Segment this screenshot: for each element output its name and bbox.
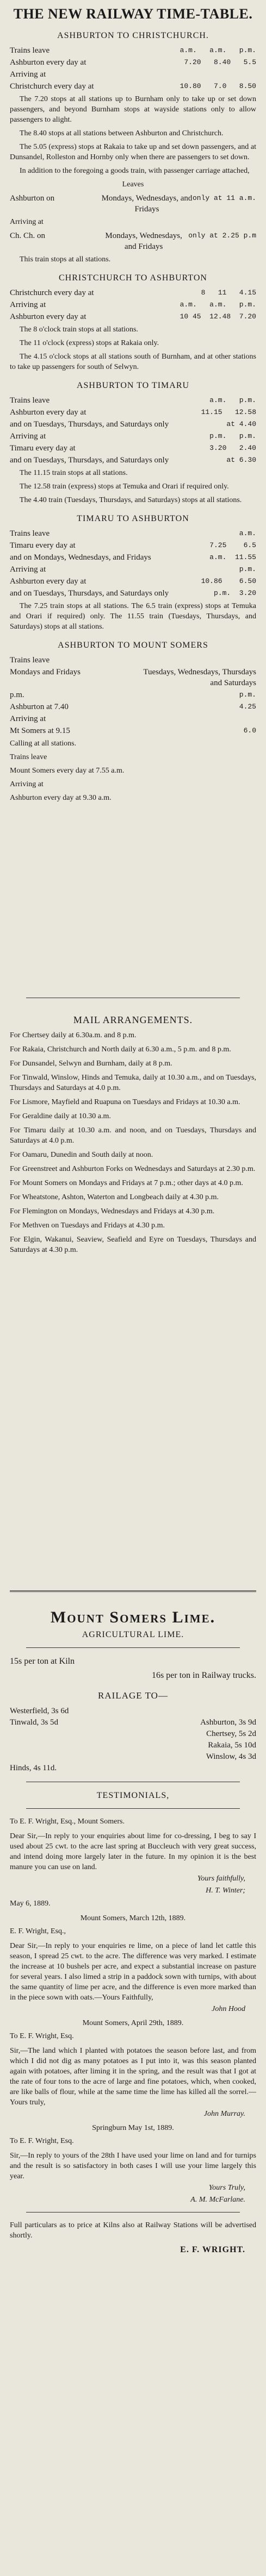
row-times: 6.0	[243, 726, 256, 735]
row-times: a.m. 11.55	[209, 553, 256, 562]
timetable-note: Mount Somers every day at 7.55 a.m.	[10, 767, 125, 775]
railage-rate: Rakaia, 5s 10d	[208, 1741, 256, 1750]
arriving-label: Arriving at	[10, 218, 44, 227]
mail-item: For Oamaru, Dunedin and South daily at noon.	[10, 1151, 153, 1159]
row-times: p.m. p.m.	[209, 432, 256, 441]
row-label: p.m.	[10, 691, 24, 700]
row-label: Ch. Ch. on	[10, 231, 46, 241]
section-divider	[10, 1590, 256, 1592]
row-days: Mondays, Wednesdays, and Fridays	[101, 194, 193, 214]
ash-to-chch-heading: ASHBURTON TO CHRISTCHURCH.	[57, 31, 209, 41]
timetable-row	[10, 540, 256, 551]
timetable-note: The 7.20 stops at all stations up to Burnham only to take up or set down passengers, and beyond Burnham stops at wayside stations only to allow passengers to alight.	[10, 95, 256, 124]
mail-item: For Lismore, Mayfield and Ruapuna on Tuesdays and Fridays at 10.30 a.m.	[10, 1098, 240, 1106]
mail-heading: MAIL ARRANGEMENTS.	[73, 1014, 193, 1025]
row-label: Ashburton at 7.40	[10, 703, 69, 712]
testimonial-body: Sir,—The land which I planted with potatoes the season before last, and from which I did not dig as many potatoes as I put into it, was this season planted again with potatoes, after liming it in the spring, and the result was that I got at the rate of four tons to the acre of large and fine potatoes, which, when cooked, are like balls of flour, while at the same time the lime has killed all the sorrel.—Yours truly,	[10, 2047, 256, 2107]
mail-item: For Chertsey daily at 6.30a.m. and 8 p.m.	[10, 1031, 137, 1039]
timetable-note: Trains leave	[10, 753, 47, 762]
lime-title: Mount Somers Lime.	[50, 1608, 216, 1626]
testimonial-date: May 6, 1889.	[10, 1900, 51, 1908]
railage-line	[10, 1751, 256, 1763]
timetable-note: The 7.25 train stops at all stations. The 6.5 train (express) stops at Temuka and Orari if required) only. The 11.55 train (Tuesdays, Thursdays, and Saturdays) stops at all stations.	[10, 602, 256, 631]
timetable-note: The 4.40 train (Tuesdays, Thursdays, and Saturdays) stops at all stations.	[20, 496, 242, 505]
testimonial-date: Springburn May 1st, 1889.	[92, 2124, 174, 2132]
divider	[26, 1647, 240, 1648]
row-label: Trains leave	[10, 396, 50, 405]
timetable-row	[10, 455, 256, 466]
row-times: 10.86 6.50	[201, 577, 256, 586]
row-times: a.m. a.m. p.m.	[180, 46, 256, 55]
row-times: only at 11 a.m.	[192, 194, 256, 203]
row-times: p.m. 3.20	[213, 589, 256, 598]
testimonial-address: E. F. Wright, Esq.,	[10, 1927, 66, 1935]
testimonial-address: To E. F. Wright, Esq.	[10, 2032, 74, 2040]
timetable-note: The 4.15 o'clock stops at all stations south of Burnham, and at other stations to take up passengers for south of Selwyn.	[10, 353, 256, 372]
row-label: Arriving at	[10, 70, 46, 79]
timetable-row	[10, 311, 256, 322]
timetable-row	[10, 443, 256, 454]
row-label: Ashburton every day at	[10, 312, 86, 322]
testimonial-body: Sir,—In reply to yours of the 28th I have used your lime on land and for turnips and the result is so satisfactory in both cases I will use your lime largely this year.	[10, 2152, 256, 2180]
timetable-row	[10, 690, 256, 700]
timetable-row	[10, 667, 256, 688]
timetable-row	[10, 45, 256, 56]
lime-price-kiln: 15s per ton at Kiln	[10, 1657, 75, 1666]
testimonial-close: Yours Truly,	[208, 2184, 245, 2192]
row-label: Trains leave	[10, 656, 50, 665]
railage-line	[10, 1706, 256, 1717]
testimonial-date: Mount Somers, March 12th, 1889.	[80, 1914, 186, 1922]
timetable-headline: THE NEW RAILWAY TIME-TABLE.	[13, 6, 253, 22]
timetable-row	[10, 407, 256, 418]
row-label: and on Tuesdays, Thursdays, and Saturdays only	[10, 456, 169, 465]
timetable-row	[10, 287, 256, 298]
row-label: Ashburton on	[10, 194, 55, 203]
testimonial-date: Mount Somers, April 29th, 1889.	[82, 2019, 184, 2027]
mail-item: For Geraldine daily at 10.30 a.m.	[10, 1112, 111, 1120]
row-times: 10.80 7.0 8.50	[180, 82, 256, 91]
row-label: Arriving at	[10, 300, 46, 310]
timetable-note: The 8.40 stops at all stations between Ashburton and Christchurch.	[20, 129, 224, 138]
railage-rate: Winslow, 4s 3d	[206, 1752, 256, 1761]
railage-place: Hinds, 4s 11d.	[10, 1764, 57, 1772]
row-label: Ashburton every day at	[10, 58, 86, 67]
railage-line	[10, 1763, 256, 1774]
divider	[26, 1808, 240, 1809]
row-label: Mt Somers at 9.15	[10, 726, 70, 736]
timetable-row	[10, 713, 256, 724]
timetable-row	[10, 193, 256, 215]
row-times: 11.15 12.58	[201, 408, 256, 417]
chch-to-ash-heading: CHRISTCHURCH TO ASHBURTON	[59, 273, 207, 283]
row-times: p.m.	[239, 691, 256, 699]
row-label: Arriving at	[10, 714, 46, 724]
footer-note: Full particulars as to price at Kilns also at Railway Stations will be advertised shortly.	[10, 2221, 256, 2240]
timetable-row	[10, 57, 256, 68]
row-days: Mondays, Wednesdays, and Fridays	[105, 231, 182, 252]
row-times: a.m. p.m.	[209, 396, 256, 405]
timetable-row	[10, 528, 256, 539]
row-label: Arriving at	[10, 432, 46, 441]
timetable-note: The 5.05 (express) stops at Rakaia to take up and set down passengers, and at Dunsandel, Rolleston and Hornby only when there are passengers to set down.	[10, 143, 256, 162]
mail-item: For Wheatstone, Ashton, Waterton and Longbeach daily at 4.30 p.m.	[10, 1193, 219, 1201]
mail-item: For Tinwald, Winslow, Hinds and Temuka, daily at 10.30 a.m., and on Tuesdays, Thursdays and Saturdays at 4.0 p.m.	[10, 1074, 256, 1092]
row-times: 7.20 8.40 5.5	[184, 58, 256, 67]
timetable-note: Calling at all stations.	[10, 739, 77, 748]
row-times: 4.25	[239, 703, 256, 711]
ash-to-timaru-heading: ASHBURTON TO TIMARU	[76, 381, 190, 391]
row-times: 3.20 2.40	[209, 444, 256, 453]
timetable-note: The 12.58 train (express) stops at Temuka and Orari if required only.	[20, 482, 229, 491]
lime-subtitle: AGRICULTURAL LIME.	[82, 1630, 184, 1639]
leaves-label: Leaves	[122, 180, 144, 189]
timetable-note: The 11 o'clock (express) stops at Rakaia only.	[20, 339, 159, 348]
row-label: and on Tuesdays, Thursdays, and Saturdays only	[10, 589, 169, 598]
row-label: Mondays and Fridays	[10, 668, 81, 677]
mail-item: For Dunsandel, Selwyn and Burnham, daily at 8 p.m.	[10, 1060, 172, 1068]
divider	[26, 2212, 240, 2213]
timetable-row	[10, 701, 256, 712]
row-times: a.m. a.m. p.m.	[180, 300, 256, 309]
row-label: Timaru every day at	[10, 541, 76, 550]
row-times: Tuesdays, Wednesdays, Thursdays and Saturdays	[143, 668, 256, 688]
row-times: at 6.30	[226, 456, 256, 465]
railage-rate: Chertsey, 5s 2d	[206, 1729, 256, 1738]
railage-place: Tinwald, 3s 5d	[10, 1718, 59, 1727]
testimonial-address: To E. F. Wright, Esq.	[10, 2137, 74, 2145]
row-label: Ashburton every day at	[10, 408, 86, 417]
timetable-row	[10, 69, 256, 80]
timetable-row	[10, 655, 256, 666]
timetable-note: The 8 o'clock train stops at all stations.	[20, 325, 138, 334]
timetable-note: This train stops at all stations.	[20, 255, 111, 264]
row-label: Christchurch every day at	[10, 289, 94, 298]
lime-price-rail: 16s per ton in Railway trucks.	[152, 1671, 256, 1680]
railage-place: Westerfield, 3s 6d	[10, 1707, 69, 1715]
lime-advert-section	[10, 1603, 256, 2576]
timetable-note: The 11.15 train stops at all stations.	[20, 469, 128, 478]
row-label: and on Mondays, Wednesdays, and Fridays	[10, 553, 151, 562]
testimonial-signature: John Hood	[212, 2005, 245, 2013]
testimonial-signature: John Murray.	[203, 2110, 245, 2118]
row-label: Timaru every day at	[10, 444, 76, 453]
railage-heading: RAILAGE TO—	[98, 1690, 168, 1701]
railage-list	[10, 1706, 256, 1774]
timetable-row	[10, 431, 256, 442]
railage-line	[10, 1728, 256, 1740]
row-times: at 4.40	[226, 420, 256, 429]
testimonial-signature: H. T. Winter;	[206, 1886, 245, 1895]
mail-item: For Methven on Tuesdays and Fridays at 4.30 p.m.	[10, 1221, 165, 1230]
row-label: Christchurch every day at	[10, 82, 94, 91]
row-times: 10 45 12.48 7.20	[180, 312, 256, 321]
mail-item: For Flemington on Mondays, Wednesdays and Fridays at 4.30 p.m.	[10, 1207, 215, 1215]
mail-item: For Greenstreet and Ashburton Forks on Wednesdays and Saturdays at 2.30 p.m.	[10, 1165, 256, 1173]
row-label: Trains leave	[10, 46, 50, 55]
railage-line	[10, 1717, 256, 1728]
timetable-row	[10, 230, 256, 252]
timetable-row	[10, 564, 256, 575]
mail-arrangements-section	[10, 1006, 256, 1580]
timaru-to-ash-heading: TIMARU TO ASHBURTON	[77, 514, 189, 524]
row-times: p.m.	[239, 565, 256, 574]
timetable-row	[10, 299, 256, 310]
railway-timetable-section	[10, 5, 256, 990]
testimonial-close: Yours faithfully,	[197, 1875, 245, 1883]
mail-item: For Elgin, Wakanui, Seaview, Seafield and Eyre on Tuesdays, Thursdays and Saturdays at 4.30 p.m.	[10, 1236, 256, 1254]
mail-item: For Timaru daily at 10.30 a.m. and noon, and on Tuesdays, Thursdays and Saturdays at 4.0 p.m.	[10, 1126, 256, 1145]
row-label: and on Tuesdays, Thursdays, and Saturdays only	[10, 420, 169, 429]
timetable-row	[10, 419, 256, 430]
testimonial-address: To E. F. Wright, Esq., Mount Somers.	[10, 1817, 125, 1826]
timetable-row	[10, 395, 256, 406]
testimonial-body: Dear Sir,—In reply to your enquiries about lime for co-dressing, I beg to say I used about 25 cwt. to the acre last spring at Buccleuch with very great success, and intend doing more largely later in the future. In my opinion it is the best manure you can use on land.	[10, 1832, 256, 1871]
row-label: Ashburton every day at	[10, 577, 86, 586]
row-label: Trains leave	[10, 529, 50, 538]
railage-rate: Ashburton, 3s 9d	[200, 1718, 256, 1727]
mail-item: For Rakaia, Christchurch and North daily at 6.30 a.m., 5 p.m. and 8 p.m.	[10, 1045, 231, 1054]
testimonial-signature: A. M. McFarlane.	[190, 2196, 245, 2204]
row-label: Arriving at	[10, 565, 46, 574]
testimonials-heading: TESTIMONIALS,	[96, 1791, 170, 1800]
row-times: only at 2.25 p.m	[188, 231, 256, 240]
row-times: 7.25 6.5	[209, 541, 256, 550]
timetable-row	[10, 576, 256, 587]
ash-to-mt-heading: ASHBURTON TO MOUNT SOMERS	[58, 641, 208, 650]
timetable-note: Arriving at	[10, 780, 44, 789]
railage-line	[10, 1740, 256, 1751]
timetable-note: Ashburton every day at 9.30 a.m.	[10, 794, 112, 803]
footer-signature: E. F. WRIGHT.	[180, 2245, 245, 2254]
timetable-row	[10, 552, 256, 563]
row-times: 8 11 4.15	[201, 289, 256, 297]
testimonial-body: Dear Sir,—In reply to your enquiries re lime, on a piece of land let cattle this season, I spread 25 cwt. to the acre. The difference was very marked. I estimate the increase at 10 bushels per acre, and expect a substantial increase on pasture for several years. I also limed a strip in a paddock sown with turnips, with about the same quantity of lime per acre, and the difference is even more marked than in the piece sown with oats.—Yours Faithfully,	[10, 1942, 256, 2002]
timetable-row	[10, 81, 256, 92]
mail-item: For Mount Somers on Mondays and Fridays at 7 p.m.; other days at 4.0 p.m.	[10, 1179, 243, 1187]
timetable-row	[10, 725, 256, 736]
timetable-note: In addition to the foregoing a goods train, with passenger carriage attached,	[20, 167, 250, 176]
row-times: a.m.	[239, 529, 256, 538]
timetable-row	[10, 588, 256, 599]
